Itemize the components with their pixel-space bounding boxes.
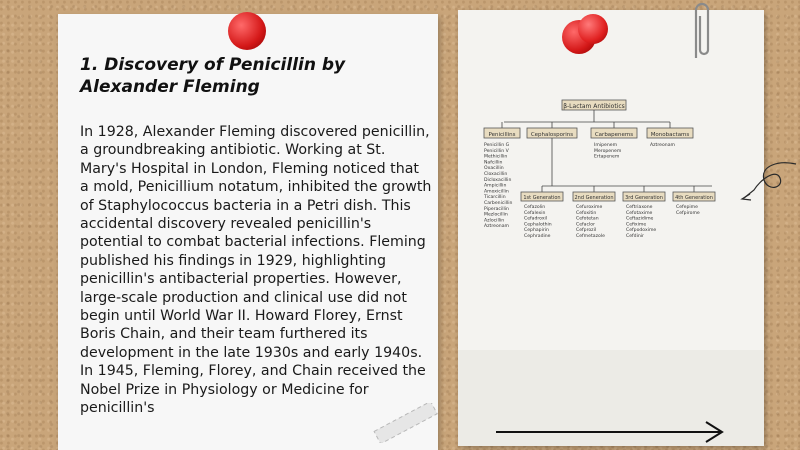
generation-item: Cefmetazole [576,234,605,239]
generation-item: Cefixime [626,222,647,228]
generation-label: 1st Generation [523,195,561,201]
note-heading: 1. Discovery of Penicillin by Alexander Fleming [80,55,346,97]
generation-item: Cefoxitin [576,210,597,216]
class-item: Penicillin G [484,143,510,148]
class-item: Carbenicillin [484,201,513,206]
class-item: Ampicillin [484,183,507,189]
generation-item: Cefotetan [576,216,599,222]
class-item: Nafcillin [484,160,503,166]
class-item: Oxacillin [484,166,504,172]
class-item: Meropenem [594,148,622,154]
note-paragraph: In 1928, Alexander Fleming discovered penicillin, a groundbreaking antibiotic. Working at St. Mary's Hospital in London, Fleming noticed that a mold, Penicillium notatum, inhibited the growth of Staphylococcus bacteria in a Petri dish. This accidental discovery revealed penicillin's potential to combat bacterial infections. Fleming published his findings in 1929, highlighting penicillin's antibacterial properties. However, large-scale production and clinical use did not begin until World War II. Howard Florey, Ernst Boris Chain, and their team furthered its development in the late 1930s and early 1940s. In 1945, Fleming, Florey, and Chain received the Nobel Prize in Physiology or Medicine for penicillin's [80,124,432,417]
generation-item: Cefaclor [576,222,595,228]
generation-item: Cefepime [676,205,698,210]
generation-item: Cephradine [524,234,551,239]
class-item: Ertapenem [594,154,620,160]
generation-item: Cefotaxime [626,210,653,216]
class-label: Cephalosporins [530,132,574,138]
generation-label: 3rd Generation [625,195,663,201]
generation-item: Cefazolin [524,205,546,210]
generation-item: Cefprozil [576,228,597,234]
class-item: Cloxacillin [484,172,508,177]
generation-item: Cefalexin [524,210,546,216]
class-item: Dicloxacillin [484,177,512,183]
class-item: Aztreonam [484,224,509,230]
class-item: Penicillin V [484,148,509,154]
washi-tape-icon [372,403,442,443]
generation-item: Cefdinir [626,234,644,239]
class-item: Imipenem [594,143,618,148]
class-label: Carbapenems [594,132,634,138]
generation-item: Cefuroxime [576,205,603,210]
class-item: Methicillin [484,154,508,160]
class-item: Mezlocillin [484,212,508,218]
diagram-root-label: β-Lactam Antibiotics [563,103,625,110]
paperclip-icon [688,0,714,62]
class-label: Penicillins [488,132,516,138]
generation-item: Cefpirome [676,210,700,216]
generation-item: Ceftriaxone [626,205,653,210]
class-item: Azlocillin [484,218,505,224]
beta-lactam-diagram [474,96,744,276]
class-item: Aztreonam [650,143,675,148]
generation-item: Cefpodoxime [626,228,657,234]
class-label: Monobactams [650,132,690,138]
class-item: Ticarcillin [484,195,506,201]
curly-arrow-icon [738,158,800,206]
right-arrow-icon [494,420,726,448]
red-pushpin-icon [228,12,266,50]
class-item: Amoxicillin [484,189,509,195]
generation-item: Cephapirin [524,228,549,234]
red-pushpin-icon [578,14,608,44]
generation-label: 4th Generation [675,195,713,201]
class-item: Piperacillin [484,206,509,212]
generation-item: Cefadroxil [524,216,548,222]
generation-item: Ceftazidime [626,216,654,222]
generation-label: 2nd Generation [574,195,614,201]
generation-item: Cephalothin [524,222,552,228]
